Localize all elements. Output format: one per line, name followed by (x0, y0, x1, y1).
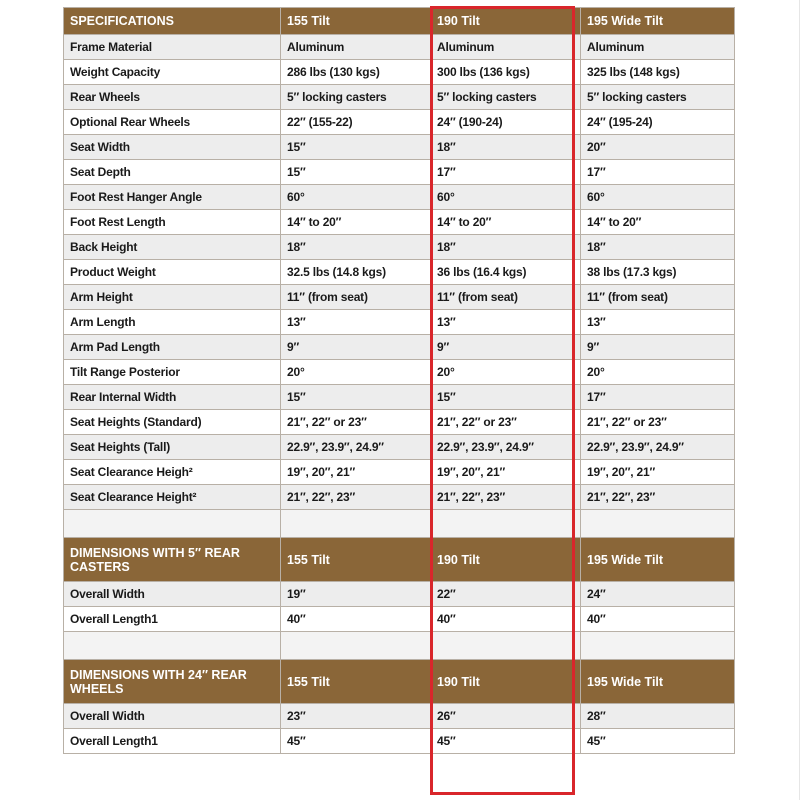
specifications-row (64, 235, 735, 260)
row-label: Overall Length1 (64, 729, 281, 754)
row-label: Overall Length1 (64, 607, 281, 632)
specifications-row (64, 60, 735, 85)
row-value: 24″ (581, 582, 735, 607)
row-value: 19″, 20″, 21″ (431, 460, 581, 485)
specifications-title: SPECIFICATIONS (64, 8, 281, 35)
row-value: 40″ (431, 607, 581, 632)
row-value: 15″ (281, 385, 431, 410)
row-value: 19″, 20″, 21″ (581, 460, 735, 485)
row-value: 11″ (from seat) (281, 285, 431, 310)
row-value: 22″ (431, 582, 581, 607)
row-value: 14″ to 20″ (431, 210, 581, 235)
dimensions-24in-wheels-title: DIMENSIONS WITH 24″ REAR WHEELS (64, 660, 281, 704)
row-value: 20″ (581, 135, 735, 160)
row-label: Rear Wheels (64, 85, 281, 110)
spacer-cell (64, 510, 281, 538)
dimensions-5in-casters-title: DIMENSIONS WITH 5″ REAR CASTERS (64, 538, 281, 582)
row-value: 18″ (281, 235, 431, 260)
dimensions-24in-wheels-row (64, 729, 735, 754)
row-value: 22.9″, 23.9″, 24.9″ (581, 435, 735, 460)
spec-table-body (64, 8, 735, 754)
specifications-row (64, 385, 735, 410)
row-value: 26″ (431, 704, 581, 729)
row-value: 45″ (281, 729, 431, 754)
row-value: 32.5 lbs (14.8 kgs) (281, 260, 431, 285)
spacer-cell (581, 510, 735, 538)
row-label: Arm Pad Length (64, 335, 281, 360)
row-value: 17″ (581, 160, 735, 185)
specifications-row (64, 110, 735, 135)
row-label: Foot Rest Hanger Angle (64, 185, 281, 210)
row-value: 13″ (431, 310, 581, 335)
row-value: 22″ (155-22) (281, 110, 431, 135)
row-value: 60° (431, 185, 581, 210)
model-header-1: 155 Tilt (281, 8, 431, 35)
row-value: 19″ (281, 582, 431, 607)
row-value: 21″, 22″ or 23″ (581, 410, 735, 435)
row-value: 15″ (281, 160, 431, 185)
row-value: 21″, 22″, 23″ (431, 485, 581, 510)
row-value: 14″ to 20″ (281, 210, 431, 235)
row-value: Aluminum (431, 35, 581, 60)
row-label: Weight Capacity (64, 60, 281, 85)
model-header-1: 155 Tilt (281, 538, 431, 582)
spacer-cell (281, 510, 431, 538)
row-value: 17″ (581, 385, 735, 410)
row-value: 22.9″, 23.9″, 24.9″ (431, 435, 581, 460)
spec-table (63, 7, 735, 754)
row-value: 38 lbs (17.3 kgs) (581, 260, 735, 285)
specifications-row (64, 185, 735, 210)
row-value: 24″ (195-24) (581, 110, 735, 135)
specifications-row (64, 85, 735, 110)
row-value: 5″ locking casters (431, 85, 581, 110)
row-label: Rear Internal Width (64, 385, 281, 410)
row-value: 18″ (581, 235, 735, 260)
specifications-row (64, 35, 735, 60)
spacer-cell (281, 632, 431, 660)
row-value: 45″ (431, 729, 581, 754)
row-value: 9″ (281, 335, 431, 360)
row-value: 21″, 22″, 23″ (281, 485, 431, 510)
spacer-cell (431, 510, 581, 538)
row-value: 15″ (281, 135, 431, 160)
specifications-row (64, 260, 735, 285)
row-value: 21″, 22″ or 23″ (431, 410, 581, 435)
dimensions-5in-casters-header-row (64, 538, 735, 582)
row-label: Arm Height (64, 285, 281, 310)
dimensions-24in-wheels-row (64, 704, 735, 729)
row-label: Seat Clearance Heigh² (64, 460, 281, 485)
row-value: 28″ (581, 704, 735, 729)
row-value: 45″ (581, 729, 735, 754)
dimensions-5in-casters-row (64, 582, 735, 607)
row-value: 9″ (581, 335, 735, 360)
spacer-cell (64, 632, 281, 660)
row-value: 20° (281, 360, 431, 385)
specifications-row (64, 160, 735, 185)
spacer-cell (431, 632, 581, 660)
row-value: 11″ (from seat) (431, 285, 581, 310)
specifications-row (64, 460, 735, 485)
row-label: Seat Heights (Standard) (64, 410, 281, 435)
model-header-3: 195 Wide Tilt (581, 660, 735, 704)
row-value: 40″ (581, 607, 735, 632)
row-value: 325 lbs (148 kgs) (581, 60, 735, 85)
specifications-header-row (64, 8, 735, 35)
row-value: 5″ locking casters (581, 85, 735, 110)
row-value: 21″, 22″ or 23″ (281, 410, 431, 435)
row-label: Product Weight (64, 260, 281, 285)
specifications-row (64, 410, 735, 435)
specifications-row (64, 335, 735, 360)
specifications-row (64, 285, 735, 310)
row-value: 18″ (431, 135, 581, 160)
model-header-1: 155 Tilt (281, 660, 431, 704)
row-value: 300 lbs (136 kgs) (431, 60, 581, 85)
model-header-2: 190 Tilt (431, 8, 581, 35)
row-value: 9″ (431, 335, 581, 360)
row-value: 19″, 20″, 21″ (281, 460, 431, 485)
model-header-3: 195 Wide Tilt (581, 8, 735, 35)
row-value: 20° (431, 360, 581, 385)
dimensions-5in-casters-row (64, 607, 735, 632)
row-label: Back Height (64, 235, 281, 260)
row-value: 40″ (281, 607, 431, 632)
row-value: 60° (281, 185, 431, 210)
row-value: 22.9″, 23.9″, 24.9″ (281, 435, 431, 460)
model-header-2: 190 Tilt (431, 660, 581, 704)
specifications-row (64, 360, 735, 385)
specifications-row (64, 310, 735, 335)
row-label: Arm Length (64, 310, 281, 335)
row-value: Aluminum (281, 35, 431, 60)
row-label: Seat Depth (64, 160, 281, 185)
section-spacer (64, 632, 735, 660)
row-value: 5″ locking casters (281, 85, 431, 110)
row-label: Seat Heights (Tall) (64, 435, 281, 460)
row-value: 11″ (from seat) (581, 285, 735, 310)
row-value: 17″ (431, 160, 581, 185)
row-value: 13″ (281, 310, 431, 335)
model-header-2: 190 Tilt (431, 538, 581, 582)
row-value: 36 lbs (16.4 kgs) (431, 260, 581, 285)
row-value: 286 lbs (130 kgs) (281, 60, 431, 85)
row-label: Frame Material (64, 35, 281, 60)
row-value: 21″, 22″, 23″ (581, 485, 735, 510)
section-spacer (64, 510, 735, 538)
row-value: 20° (581, 360, 735, 385)
row-value: 18″ (431, 235, 581, 260)
row-value: Aluminum (581, 35, 735, 60)
model-header-3: 195 Wide Tilt (581, 538, 735, 582)
row-value: 60° (581, 185, 735, 210)
row-label: Overall Width (64, 704, 281, 729)
row-label: Tilt Range Posterior (64, 360, 281, 385)
row-label: Overall Width (64, 582, 281, 607)
row-value: 24″ (190-24) (431, 110, 581, 135)
row-value: 13″ (581, 310, 735, 335)
dimensions-24in-wheels-header-row (64, 660, 735, 704)
specifications-row (64, 485, 735, 510)
spacer-cell (581, 632, 735, 660)
specifications-row (64, 135, 735, 160)
row-value: 23″ (281, 704, 431, 729)
row-value: 14″ to 20″ (581, 210, 735, 235)
row-label: Foot Rest Length (64, 210, 281, 235)
row-label: Seat Clearance Height² (64, 485, 281, 510)
specifications-row (64, 210, 735, 235)
row-label: Seat Width (64, 135, 281, 160)
row-label: Optional Rear Wheels (64, 110, 281, 135)
row-value: 15″ (431, 385, 581, 410)
specifications-row (64, 435, 735, 460)
